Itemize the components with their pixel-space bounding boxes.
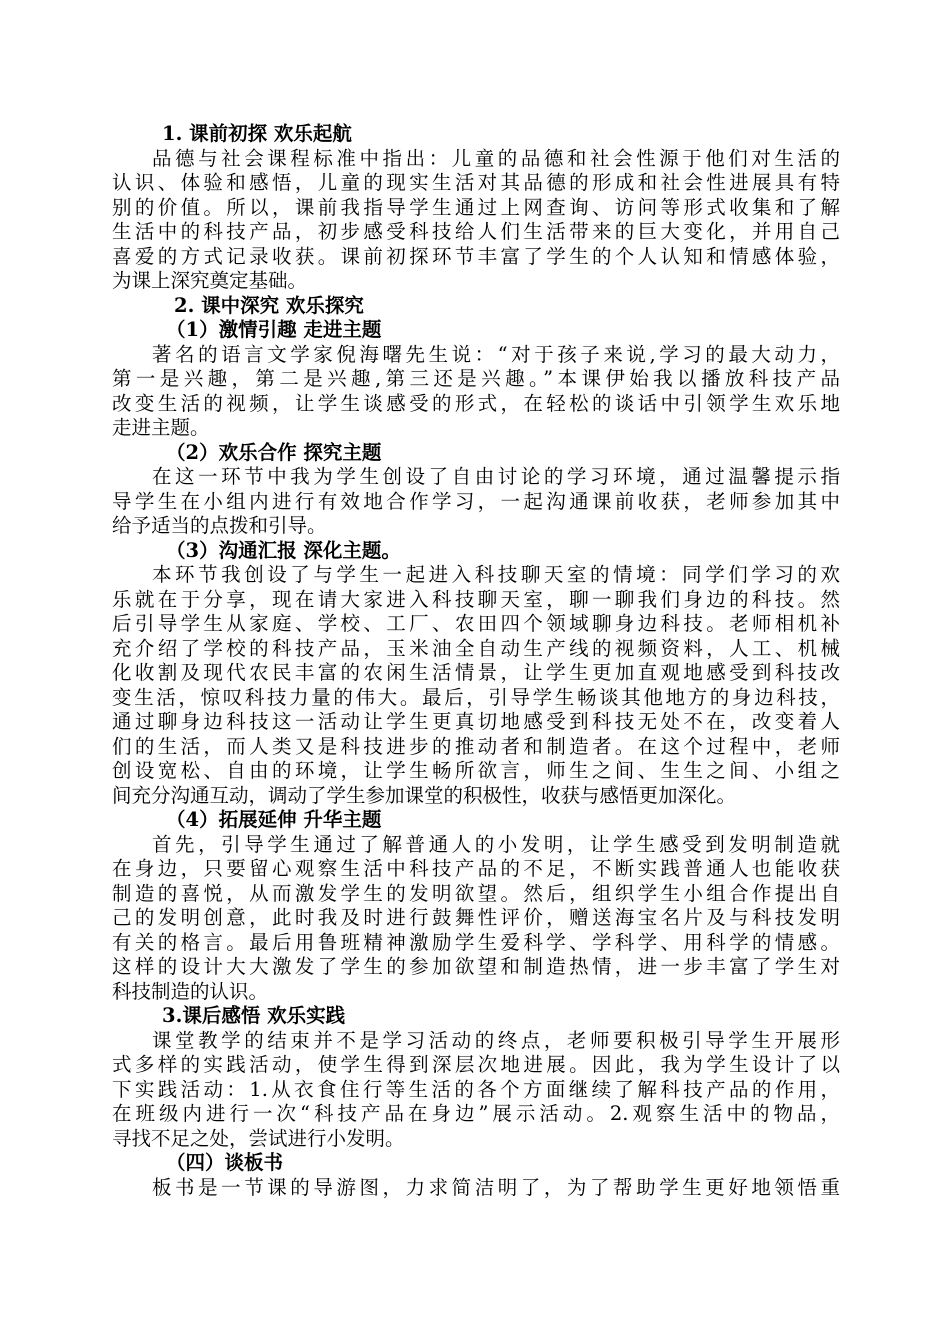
paragraph-line: 板书是一节课的导游图，力求简洁明了，为了帮助学生更好地领悟重 — [152, 1175, 840, 1199]
paragraph-line: 认识、体验和感悟，儿童的现实生活对其品德的形成和社会性进展具有特 — [112, 171, 840, 194]
paragraph-line: 品德与社会课程标准中指出：儿童的品德和社会性源于他们对生活的 — [152, 146, 840, 170]
paragraph-line: 在班级内进行一次“科技产品在身边”展示活动。2.观察生活中的物品， — [112, 1102, 840, 1125]
paragraph-line: 有关的格言。最后用鲁班精神激励学生爱科学、学科学、用科学的情感。 — [112, 930, 840, 954]
paragraph-line: 乐就在于分享，现在请大家进入科技聊天室，聊一聊我们身边的科技。然 — [112, 587, 840, 611]
paragraph-line: 这样的设计大大激发了学生的参加欲望和制造热情，进一步丰富了学生对 — [112, 955, 840, 978]
paragraph-line: 改变生活的视频，让学生谈感受的形式，在轻松的谈话中引领学生欢乐地 — [112, 391, 840, 415]
paragraph-line: 为课上深究奠定基础。 — [112, 269, 308, 292]
paragraph-line: 后引导学生从家庭、学校、工厂、农田四个领域聊身边科技。老师相机补 — [112, 612, 840, 635]
paragraph-line: 创设宽松、自由的环境，让学生畅所欲言，师生之间、生生之间、小组之 — [112, 759, 840, 782]
paragraph-line: 式多样的实践活动，使学生得到深层次地进展。因此，我为学生设计了以 — [112, 1053, 840, 1076]
paragraph-line: 本环节我创设了与学生一起进入科技聊天室的情境：同学们学习的欢 — [152, 563, 840, 586]
paragraph-line: 别的价值。所以，课前我指导学生通过上网查询、访问等形式收集和了解 — [112, 195, 840, 219]
paragraph-line: 给予适当的点拨和引导。 — [112, 514, 327, 537]
paragraph-line: 生活中的科技产品，初步感受科技给人们生活带来的巨大变化，并用自己 — [112, 220, 840, 243]
section-heading: （四）谈板书 — [166, 1151, 284, 1174]
paragraph-line: 科技制造的认识。 — [112, 979, 269, 1003]
subsection-heading: （2）欢乐合作 探究主题 — [166, 440, 382, 464]
paragraph-line: 寻找不足之处，尝试进行小发明。 — [112, 1126, 405, 1150]
paragraph-line: 导学生在小组内进行有效地合作学习，一起沟通课前收获，老师参加其中 — [112, 489, 840, 513]
paragraph-line: 充介绍了学校的科技产品，玉米油全自动生产线的视频资料，人工、机械 — [112, 636, 840, 660]
paragraph-line: 在这一环节中我为学生创设了自由讨论的学习环境，通过温馨提示指 — [152, 465, 840, 488]
paragraph-line: 变生活，惊叹科技力量的伟大。最后，引导学生畅谈其他地方的身边科技， — [112, 685, 840, 709]
paragraph-line: 化收割及现代农民丰富的农闲生活情景，让学生更加直观地感受到科技改 — [112, 661, 840, 684]
paragraph-line: 课堂教学的结束并不是学习活动的终点，老师要积极引导学生开展形 — [152, 1028, 840, 1052]
paragraph-line: 著名的语言文学家倪海曙先生说：“对于孩子来说,学习的最大动力， — [152, 342, 840, 366]
paragraph-line: 首先，引导学生通过了解普通人的小发明，让学生感受到发明制造就 — [152, 832, 840, 856]
subsection-heading: （4）拓展延伸 升华主题 — [166, 808, 382, 831]
paragraph-line: 在身边，只要留心观察生活中科技产品的不足，不断实践普通人也能收获 — [112, 857, 840, 880]
subsection-heading: （3）沟通汇报 深化主题。 — [166, 538, 401, 562]
paragraph-line: 第一是兴趣，第二是兴趣,第三还是兴趣。”本课伊始我以播放科技产品 — [112, 367, 840, 390]
paragraph-line: 己的发明创意，此时我及时进行鼓舞性评价，赠送海宝名片及与科技发明 — [112, 906, 840, 929]
paragraph-line: 下实践活动：1.从衣食住行等生活的各个方面继续了解科技产品的作用， — [112, 1077, 840, 1101]
document-page — [112, 122, 840, 1200]
section-heading: 3.课后感悟 欢乐实践 — [162, 1004, 346, 1027]
subsection-heading: （1）激情引趣 走进主题 — [166, 318, 382, 341]
paragraph-line: 制造的喜悦，从而激发学生的发明欲望。然后，组织学生小组合作提出自 — [112, 881, 840, 905]
section-heading: 1. 课前初探 欢乐起航 — [162, 122, 352, 145]
paragraph-line: 间充分沟通互动，调动了学生参加课堂的积极性，收获与感悟更加深化。 — [112, 783, 737, 807]
paragraph-line: 通过聊身边科技这一活动让学生更真切地感受到科技无处不在，改变着人 — [112, 710, 840, 733]
paragraph-line: 喜爱的方式记录收获。课前初探环节丰富了学生的个人认知和情感体验， — [112, 244, 840, 268]
paragraph-line: 们的生活，而人类又是科技进步的推动者和制造者。在这个过程中，老师 — [112, 734, 840, 758]
paragraph-line: 走进主题。 — [112, 416, 210, 439]
section-heading: 2. 课中深究 欢乐探究 — [174, 293, 364, 317]
